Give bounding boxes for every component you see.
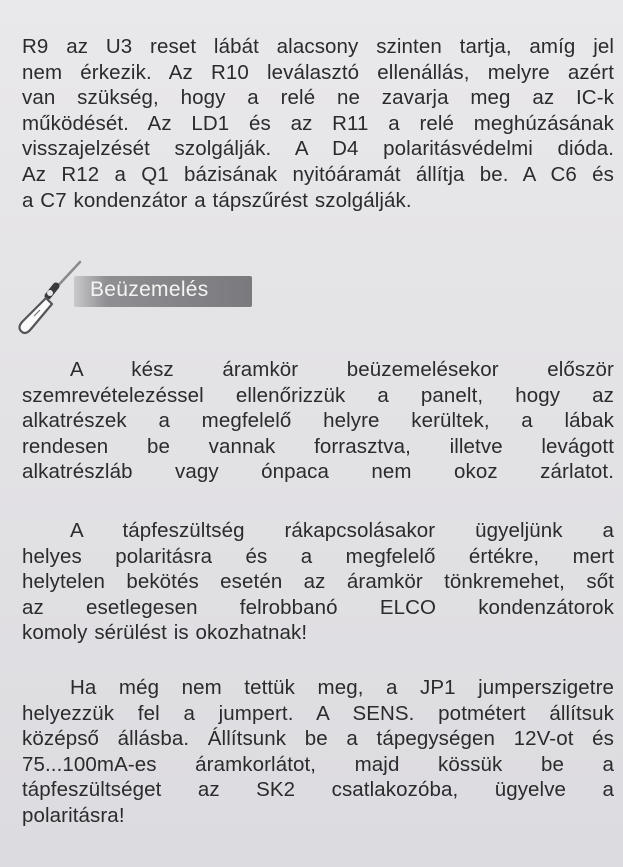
text-line: tápfeszültséget az SK2 csatlakozóba, ügyelve a (22, 778, 614, 802)
text-line: a C7 kondenzátor a tápszűrést szolgálják. (22, 188, 412, 212)
paragraph-circuit-description (22, 34, 614, 213)
text-line: van szükség, hogy a relé ne zavarja meg az IC-k (22, 86, 614, 110)
text-line: az esetlegesen felrobbanó ELCO kondenzátorok (22, 595, 614, 619)
text-line: A kész áramkör beüzemelésekor először (70, 358, 614, 381)
text-line: helytelen bekötés esetén az áramkör tönkremehet, sőt (22, 570, 614, 594)
paragraph-setup-steps (22, 675, 614, 829)
text-line: nem érkezik. Az R10 leválasztó ellenállás, melyre azért (22, 60, 614, 84)
text-line: szemrevételezéssel ellenőrizzük a panelt, hogy az (22, 383, 614, 407)
text-line: visszajelzését szolgálják. A D4 polaritásvédelmi dióda. (22, 137, 614, 161)
text-line: középső állásba. Állítsunk be a tápegységen 12V-ot és (22, 727, 614, 751)
text-line: polaritásra! (22, 803, 125, 827)
text-line: Ha még nem tettük meg, a JP1 jumperszigetre (70, 676, 614, 699)
text-line: rendesen be vannak forrasztva, illetve levágott (22, 434, 614, 458)
text-line: helyezzük fel a jumpert. A SENS. potmétert állítsuk (22, 701, 614, 725)
text-line: helyes polaritásra és a megfelelő értékre, mert (22, 544, 614, 568)
text-line: 75...100mA-es áramkorlátot, majd kössük be a (22, 752, 614, 776)
section-heading-title: Beüzemelés (90, 278, 209, 301)
text-line: A tápfeszültség rákapcsolásakor ügyeljünk a (70, 519, 614, 542)
section-heading (12, 256, 262, 338)
text-line: alkatrészláb vagy ónpaca nem okoz zárlatot. (22, 460, 614, 484)
paragraph-power-warning (22, 518, 614, 646)
text-line: Az R12 a Q1 bázisának nyitóáramát állítja be. A C6 és (22, 162, 614, 186)
text-line: alkatrészek a megfelelő helyre kerültek, a lábak (22, 409, 614, 433)
text-line: működését. Az LD1 és az R11 a relé meghúzásának (22, 111, 614, 135)
paragraph-inspection (22, 357, 614, 485)
text-line: komoly sérülést is okozhatnak! (22, 621, 308, 645)
text-line: R9 az U3 reset lábát alacsony szinten tartja, amíg jel (22, 35, 614, 58)
